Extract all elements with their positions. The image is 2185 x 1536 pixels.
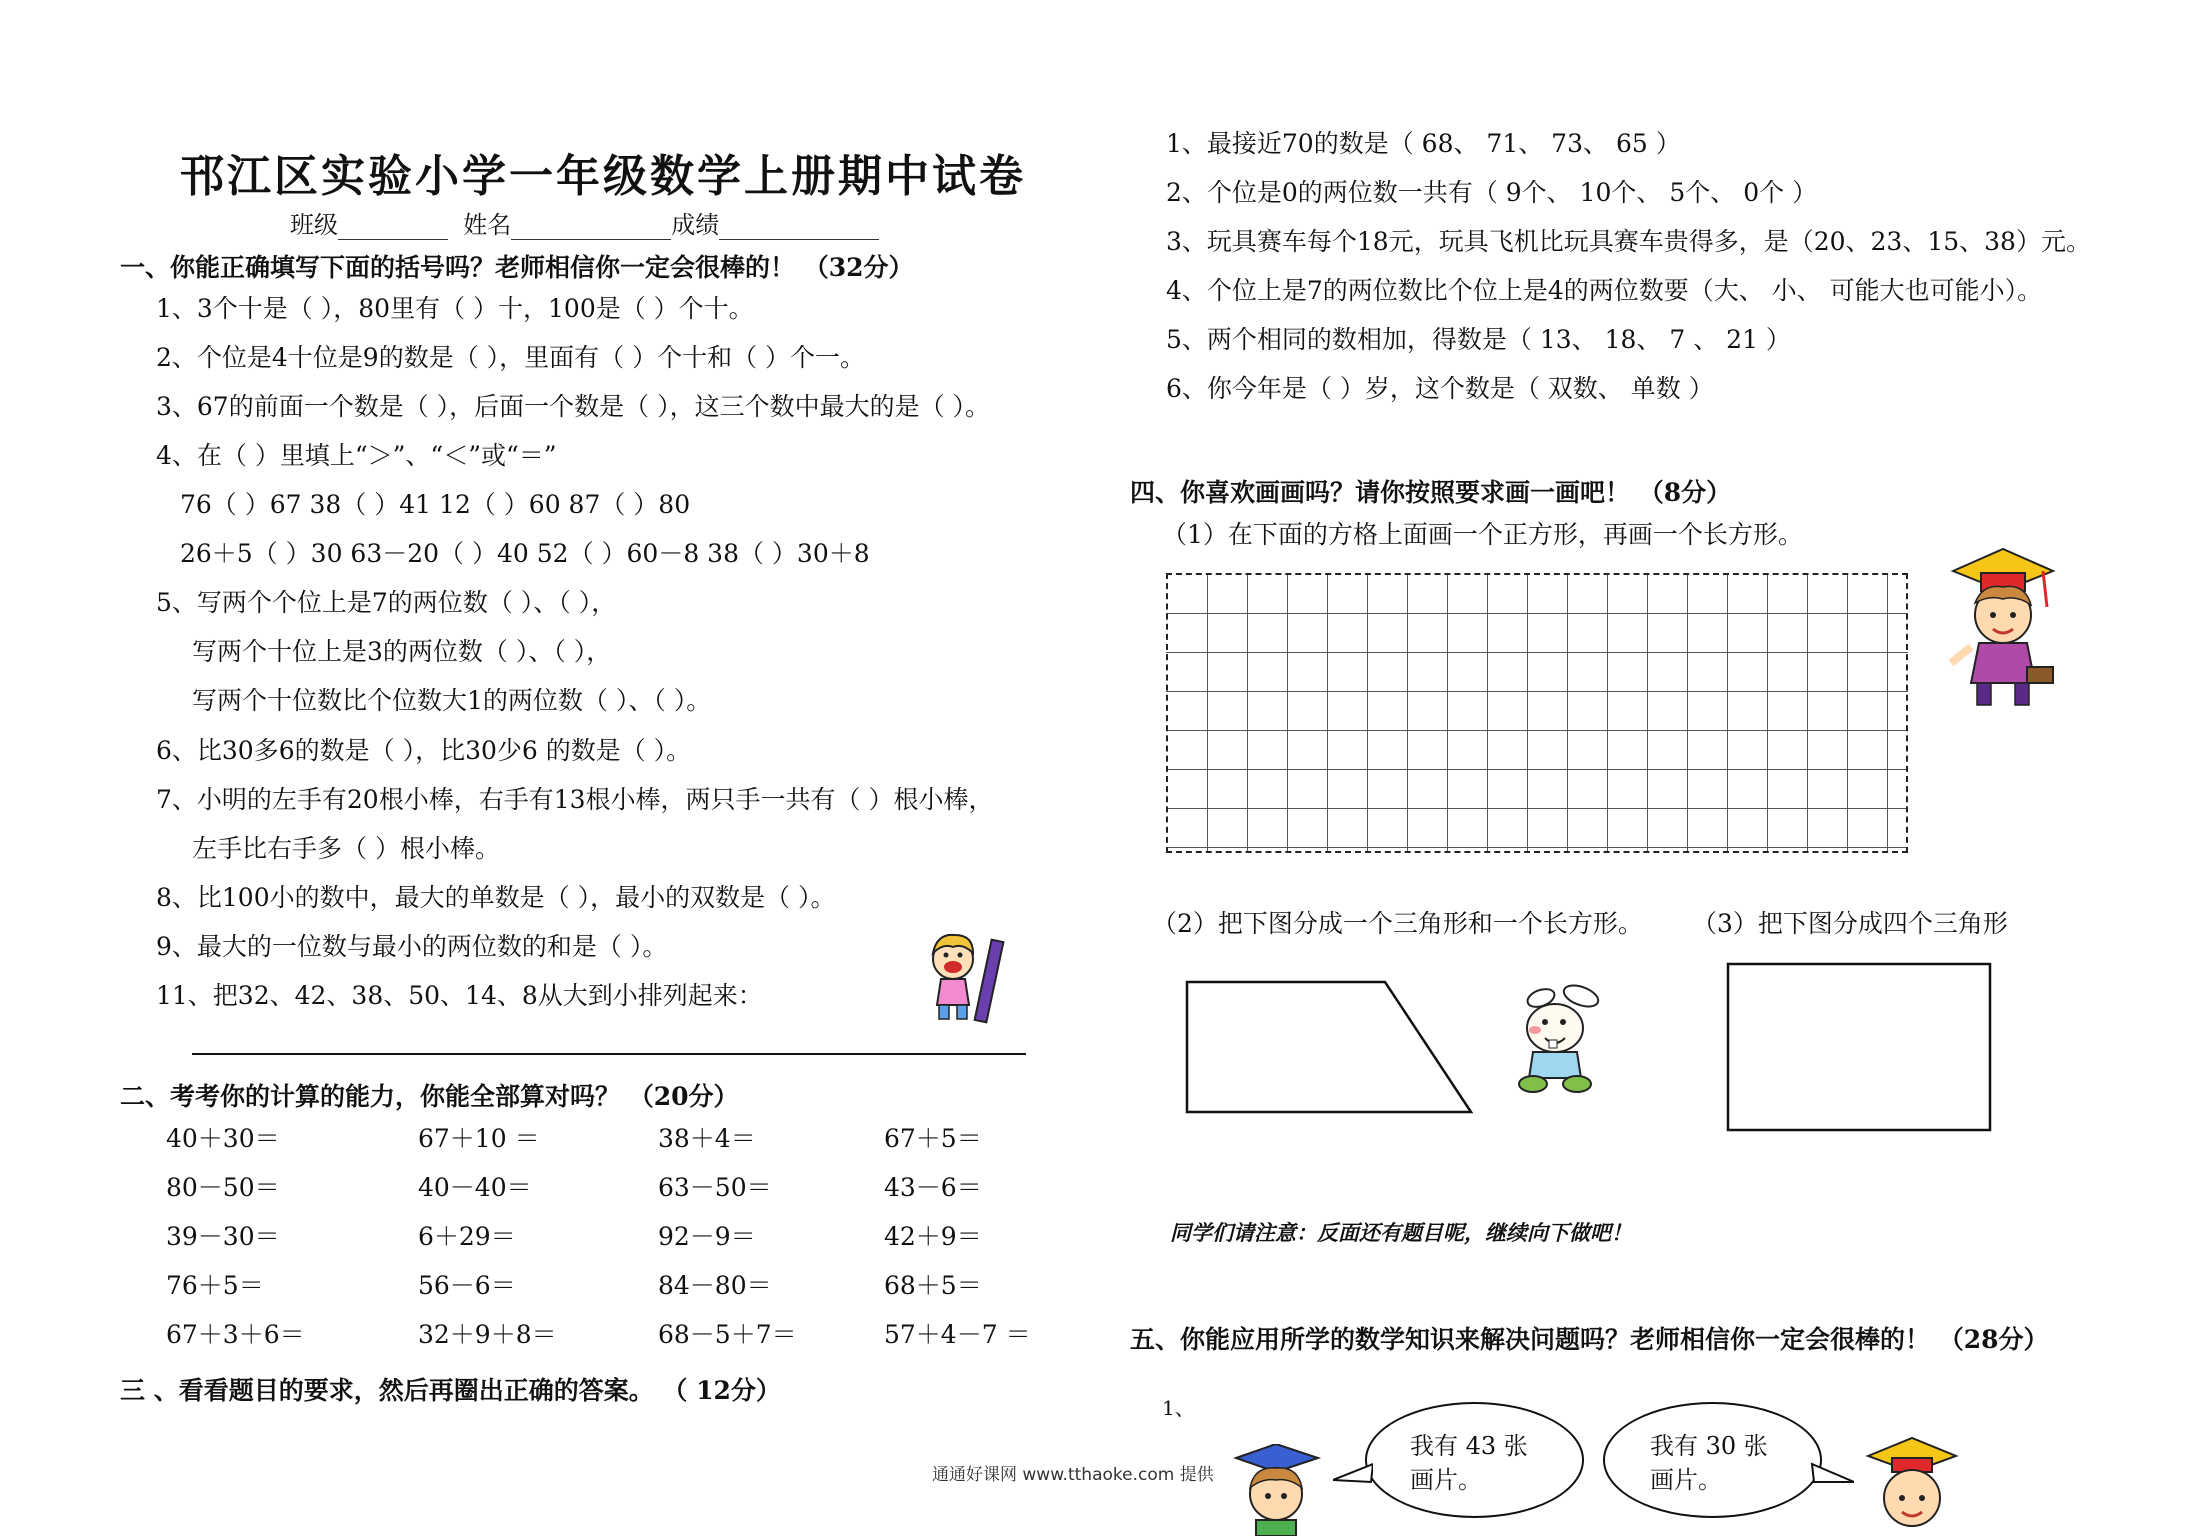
student-info-line [290,205,879,240]
trapezoid-shape[interactable] [1185,978,1475,1118]
s3-q4: 4、个位上是7的两位数比个位上是4的两位数要（大、 小、 可能大也可能小）。 [1166,276,2043,305]
calc-item: 68＋5＝ [884,1271,982,1300]
section2-heading: 二、考考你的计算的能力，你能全部算对吗？ （20分） [120,1082,739,1111]
s3-q2: 2、个位是0的两位数一共有（ 9个、 10个、 5个、 0个 ） [1166,178,1818,207]
s4-q3: （3）把下图分成四个三角形 [1692,909,2008,938]
calc-item: 42＋9＝ [884,1222,982,1251]
s5-q1-number: 1、 [1162,1396,1195,1420]
score-label: 成绩 [671,211,720,239]
calc-item: 38＋4＝ [658,1124,756,1153]
calc-item: 67＋5＝ [884,1124,982,1153]
bubble-right-text: 我有 30 张画片。 [1650,1432,1768,1494]
reverse-side-note: 同学们请注意：反面还有题目呢，继续向下做吧！ [1170,1220,1632,1245]
section3-heading: 三 、看看题目的要求，然后再圈出正确的答案。 （ 12分） [120,1376,781,1405]
s4-q2: （2）把下图分成一个三角形和一个长方形。 [1152,909,1643,938]
drawing-grid[interactable] [1166,573,1908,853]
calc-item: 56－6＝ [418,1271,516,1300]
s1-q7a: 7、小明的左手有20根小棒，右手有13根小棒，两只手一共有（ ）根小棒， [156,785,994,814]
calc-item: 92－9＝ [658,1222,756,1251]
calc-item: 32＋9＋8＝ [418,1320,557,1349]
speech-tail-left [1333,1460,1373,1490]
calc-item: 39－30＝ [166,1222,280,1251]
score-blank[interactable] [719,239,879,240]
s3-q5: 5、两个相同的数相加，得数是（ 13、 18、 7 、 21 ） [1166,325,1791,354]
calc-item: 76＋5＝ [166,1271,264,1300]
speech-tail-right [1810,1460,1854,1490]
name-label: 姓名 [463,211,512,239]
s1-q4-row1: 76（ ）67 38（ ）41 12（ ）60 87（ ）80 [180,490,691,519]
s1-q2: 2、个位是4十位是9的数是（ ），里面有（ ）个十和（ ）个一。 [156,343,866,372]
graduate-kid-illustration [1943,543,2063,713]
calc-item: 63－50＝ [658,1173,772,1202]
calc-item: 6＋29＝ [418,1222,516,1251]
calc-item: 43－6＝ [884,1173,982,1202]
s1-q8: 8、比100小的数中，最大的单数是（ ），最小的双数是（ ）。 [156,883,836,912]
name-blank[interactable] [511,239,671,240]
calc-item: 57＋4－7 ＝ [884,1320,1031,1349]
s1-q11: 11、把32、42、38、50、14、8从大到小排列起来： [156,981,763,1010]
class-blank[interactable] [338,239,448,240]
s1-q4: 4、在（ ）里填上“＞”、“＜”或“＝” [156,441,557,470]
graduate-boy-illustration [1862,1436,1962,1536]
calc-item: 40＋30＝ [166,1124,280,1153]
footer-source: 通通好课网 www.tthaoke.com 提供 [932,1465,1214,1485]
answer-line[interactable] [192,1053,1026,1055]
calc-item: 67＋10 ＝ [418,1124,540,1153]
calc-item: 68－5＋7＝ [658,1320,797,1349]
boy-with-ruler-illustration [915,925,1015,1025]
girl-student-illustration [1232,1444,1322,1536]
calc-item: 84－80＝ [658,1271,772,1300]
class-label: 班级 [290,211,338,239]
exam-title: 邗江区实验小学一年级数学上册期中试卷 [180,151,1026,202]
s3-q6: 6、你今年是（ ）岁，这个数是（ 双数、 单数 ） [1166,374,1714,403]
bunny-illustration [1505,978,1615,1098]
s1-q1: 1、3个十是（ ），80里有（ ）十，100是（ ）个十。 [156,294,754,323]
s3-q1: 1、最接近70的数是（ 68、 71、 73、 65 ） [1166,129,1681,158]
s1-q9: 9、最大的一位数与最小的两位数的和是（ ）。 [156,932,668,961]
section4-heading: 四、你喜欢画画吗？请你按照要求画一画吧！ （8分） [1130,478,1732,507]
s1-q5c: 写两个十位数比个位数大1的两位数（ ）、（ ）。 [192,686,712,715]
bubble-left-text: 我有 43 张画片。 [1410,1432,1528,1494]
s1-q5b: 写两个十位上是3的两位数（ ）、（ ）， [192,637,612,666]
calc-item: 40－40＝ [418,1173,532,1202]
s3-q3: 3、玩具赛车每个18元，玩具飞机比玩具赛车贵得多，是（20、23、15、38）元。 [1166,227,2091,256]
section1-heading: 一、你能正确填写下面的括号吗？老师相信你一定会很棒的！ （32分） [120,253,914,282]
s1-q7b: 左手比右手多（ ）根小棒。 [192,834,500,863]
rectangle-shape[interactable] [1726,962,1992,1132]
s4-q1: （1）在下面的方格上面画一个正方形，再画一个长方形。 [1162,520,1803,549]
s1-q3: 3、67的前面一个数是（ ），后面一个数是（ ），这三个数中最大的是（ ）。 [156,392,991,421]
calc-item: 80－50＝ [166,1173,280,1202]
calc-item: 67＋3＋6＝ [166,1320,305,1349]
s1-q4-row2: 26＋5（ ）30 63－20（ ）40 52（ ）60－8 38（ ）30＋8 [180,539,870,568]
s1-q6: 6、比30多6的数是（ ），比30少6 的数是（ ）。 [156,736,692,765]
s1-q5a: 5、写两个个位上是7的两位数（ ）、（ ）， [156,588,617,617]
section5-heading: 五、你能应用所学的数学知识来解决问题吗？老师相信你一定会很棒的！ （28分） [1130,1325,2049,1354]
